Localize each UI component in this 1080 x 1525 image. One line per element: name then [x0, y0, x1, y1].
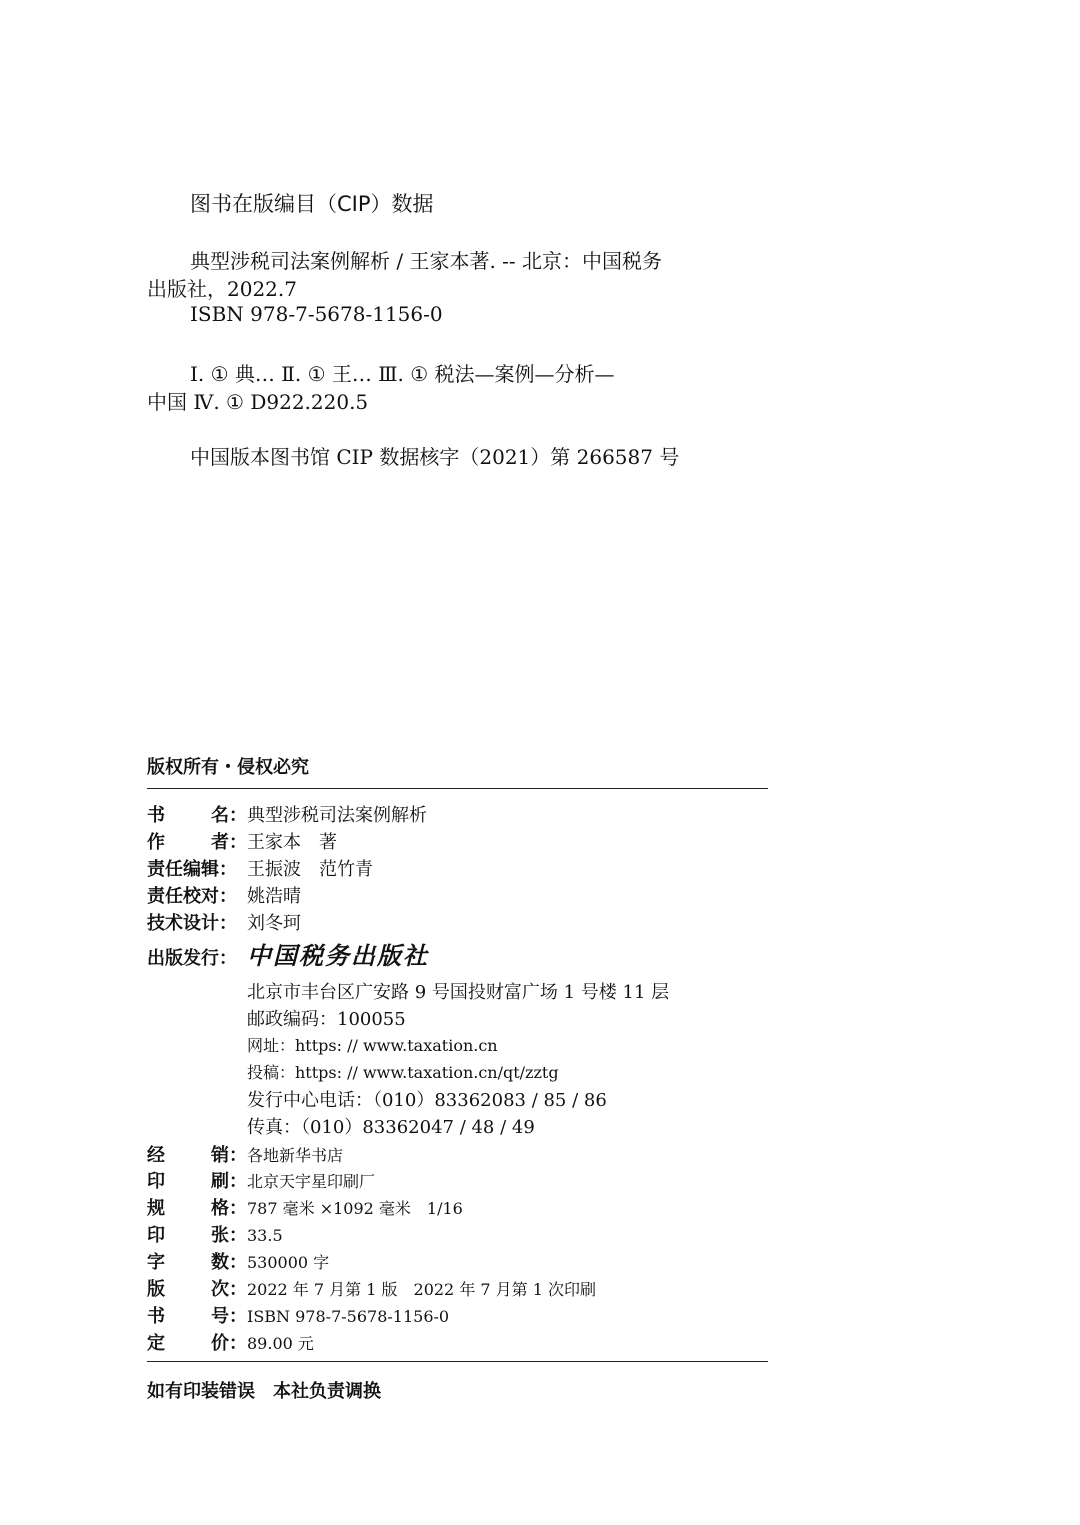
info-label: 责任编辑：	[147, 859, 237, 880]
info-label: 规 格：	[147, 1198, 247, 1219]
info-row-proofreader	[147, 882, 301, 908]
cip-publisher-line: 出版社，2022.7	[147, 277, 297, 301]
info-row-author	[147, 828, 337, 854]
info-row-editor	[147, 855, 373, 881]
price-value: 89.00 元	[247, 1334, 314, 1353]
info-label: 作 者：	[147, 832, 247, 853]
info-row-format	[147, 1194, 463, 1220]
info-row-words	[147, 1248, 329, 1274]
publisher-logo: 中国税务出版社	[247, 941, 429, 970]
website: 网址：https: // www.taxation.cn	[247, 1036, 498, 1055]
info-label: 技术设计：	[147, 913, 237, 934]
fax: 传真：（010）83362047 / 48 / 49	[247, 1117, 535, 1138]
info-row-title	[147, 801, 427, 827]
postcode: 邮政编码：100055	[247, 1009, 406, 1030]
info-row-edition	[147, 1275, 596, 1301]
info-label: 版 次：	[147, 1279, 247, 1300]
info-label: 印 刷：	[147, 1171, 247, 1192]
proofreader-value: 姚浩晴	[247, 886, 301, 907]
distribution-phone: 发行中心电话：（010）83362083 / 85 / 86	[247, 1090, 607, 1111]
book-title-value: 典型涉税司法案例解析	[247, 805, 427, 826]
info-label: 经 销：	[147, 1145, 247, 1166]
cip-heading: 图书在版编目（CIP）数据	[190, 192, 434, 216]
info-label: 书 号：	[147, 1306, 247, 1327]
info-row-sheets	[147, 1221, 283, 1247]
cip-bibliographic-line: 典型涉税司法案例解析 / 王家本著. -- 北京：中国税务	[190, 249, 663, 273]
sheets-value: 33.5	[247, 1226, 283, 1245]
cip-isbn: ISBN 978-7-5678-1156-0	[190, 302, 443, 326]
edition-value: 2022 年 7 月第 1 版 2022 年 7 月第 1 次印刷	[247, 1280, 597, 1299]
cip-classification-line-1: Ⅰ. ① 典… Ⅱ. ① 王… Ⅲ. ① 税法—案例—分析—	[190, 362, 615, 386]
info-label: 字 数：	[147, 1252, 247, 1273]
author-value: 王家本 著	[247, 832, 337, 853]
format-value: 787 毫米 ×1092 毫米 1/16	[247, 1199, 463, 1218]
info-row-isbn	[147, 1302, 449, 1328]
editor-value: 王振波 范竹青	[247, 859, 373, 880]
publisher-address: 北京市丰台区广安路 9 号国投财富广场 1 号楼 11 层	[247, 982, 670, 1003]
cip-classification-line-2: 中国 Ⅳ. ① D922.220.5	[147, 390, 369, 414]
info-label: 印 张：	[147, 1225, 247, 1246]
divider-bottom	[147, 1361, 768, 1362]
info-label: 责任校对：	[147, 886, 237, 907]
designer-value: 刘冬珂	[247, 913, 301, 934]
info-row-designer	[147, 909, 301, 935]
copyright-notice: 版权所有・侵权必究	[147, 757, 309, 778]
distributor-value: 各地新华书店	[247, 1146, 344, 1165]
info-row-price	[147, 1329, 314, 1355]
cip-record-number: 中国版本图书馆 CIP 数据核字（2021）第 266587 号	[190, 445, 680, 469]
info-row-printer	[147, 1167, 375, 1193]
info-label: 定 价：	[147, 1333, 247, 1354]
submission-url: 投稿：https: // www.taxation.cn/qt/zztg	[247, 1063, 559, 1082]
divider-top	[147, 788, 768, 789]
words-value: 530000 字	[247, 1253, 330, 1272]
isbn-value: ISBN 978-7-5678-1156-0	[247, 1307, 450, 1326]
info-row-distributor	[147, 1141, 343, 1167]
info-label: 出版发行：	[147, 948, 237, 969]
printer-value: 北京天宇星印刷厂	[247, 1172, 376, 1191]
info-row-publisher	[147, 936, 429, 970]
info-label: 书 名：	[147, 805, 247, 826]
misprint-notice: 如有印装错误 本社负责调换	[147, 1381, 381, 1402]
